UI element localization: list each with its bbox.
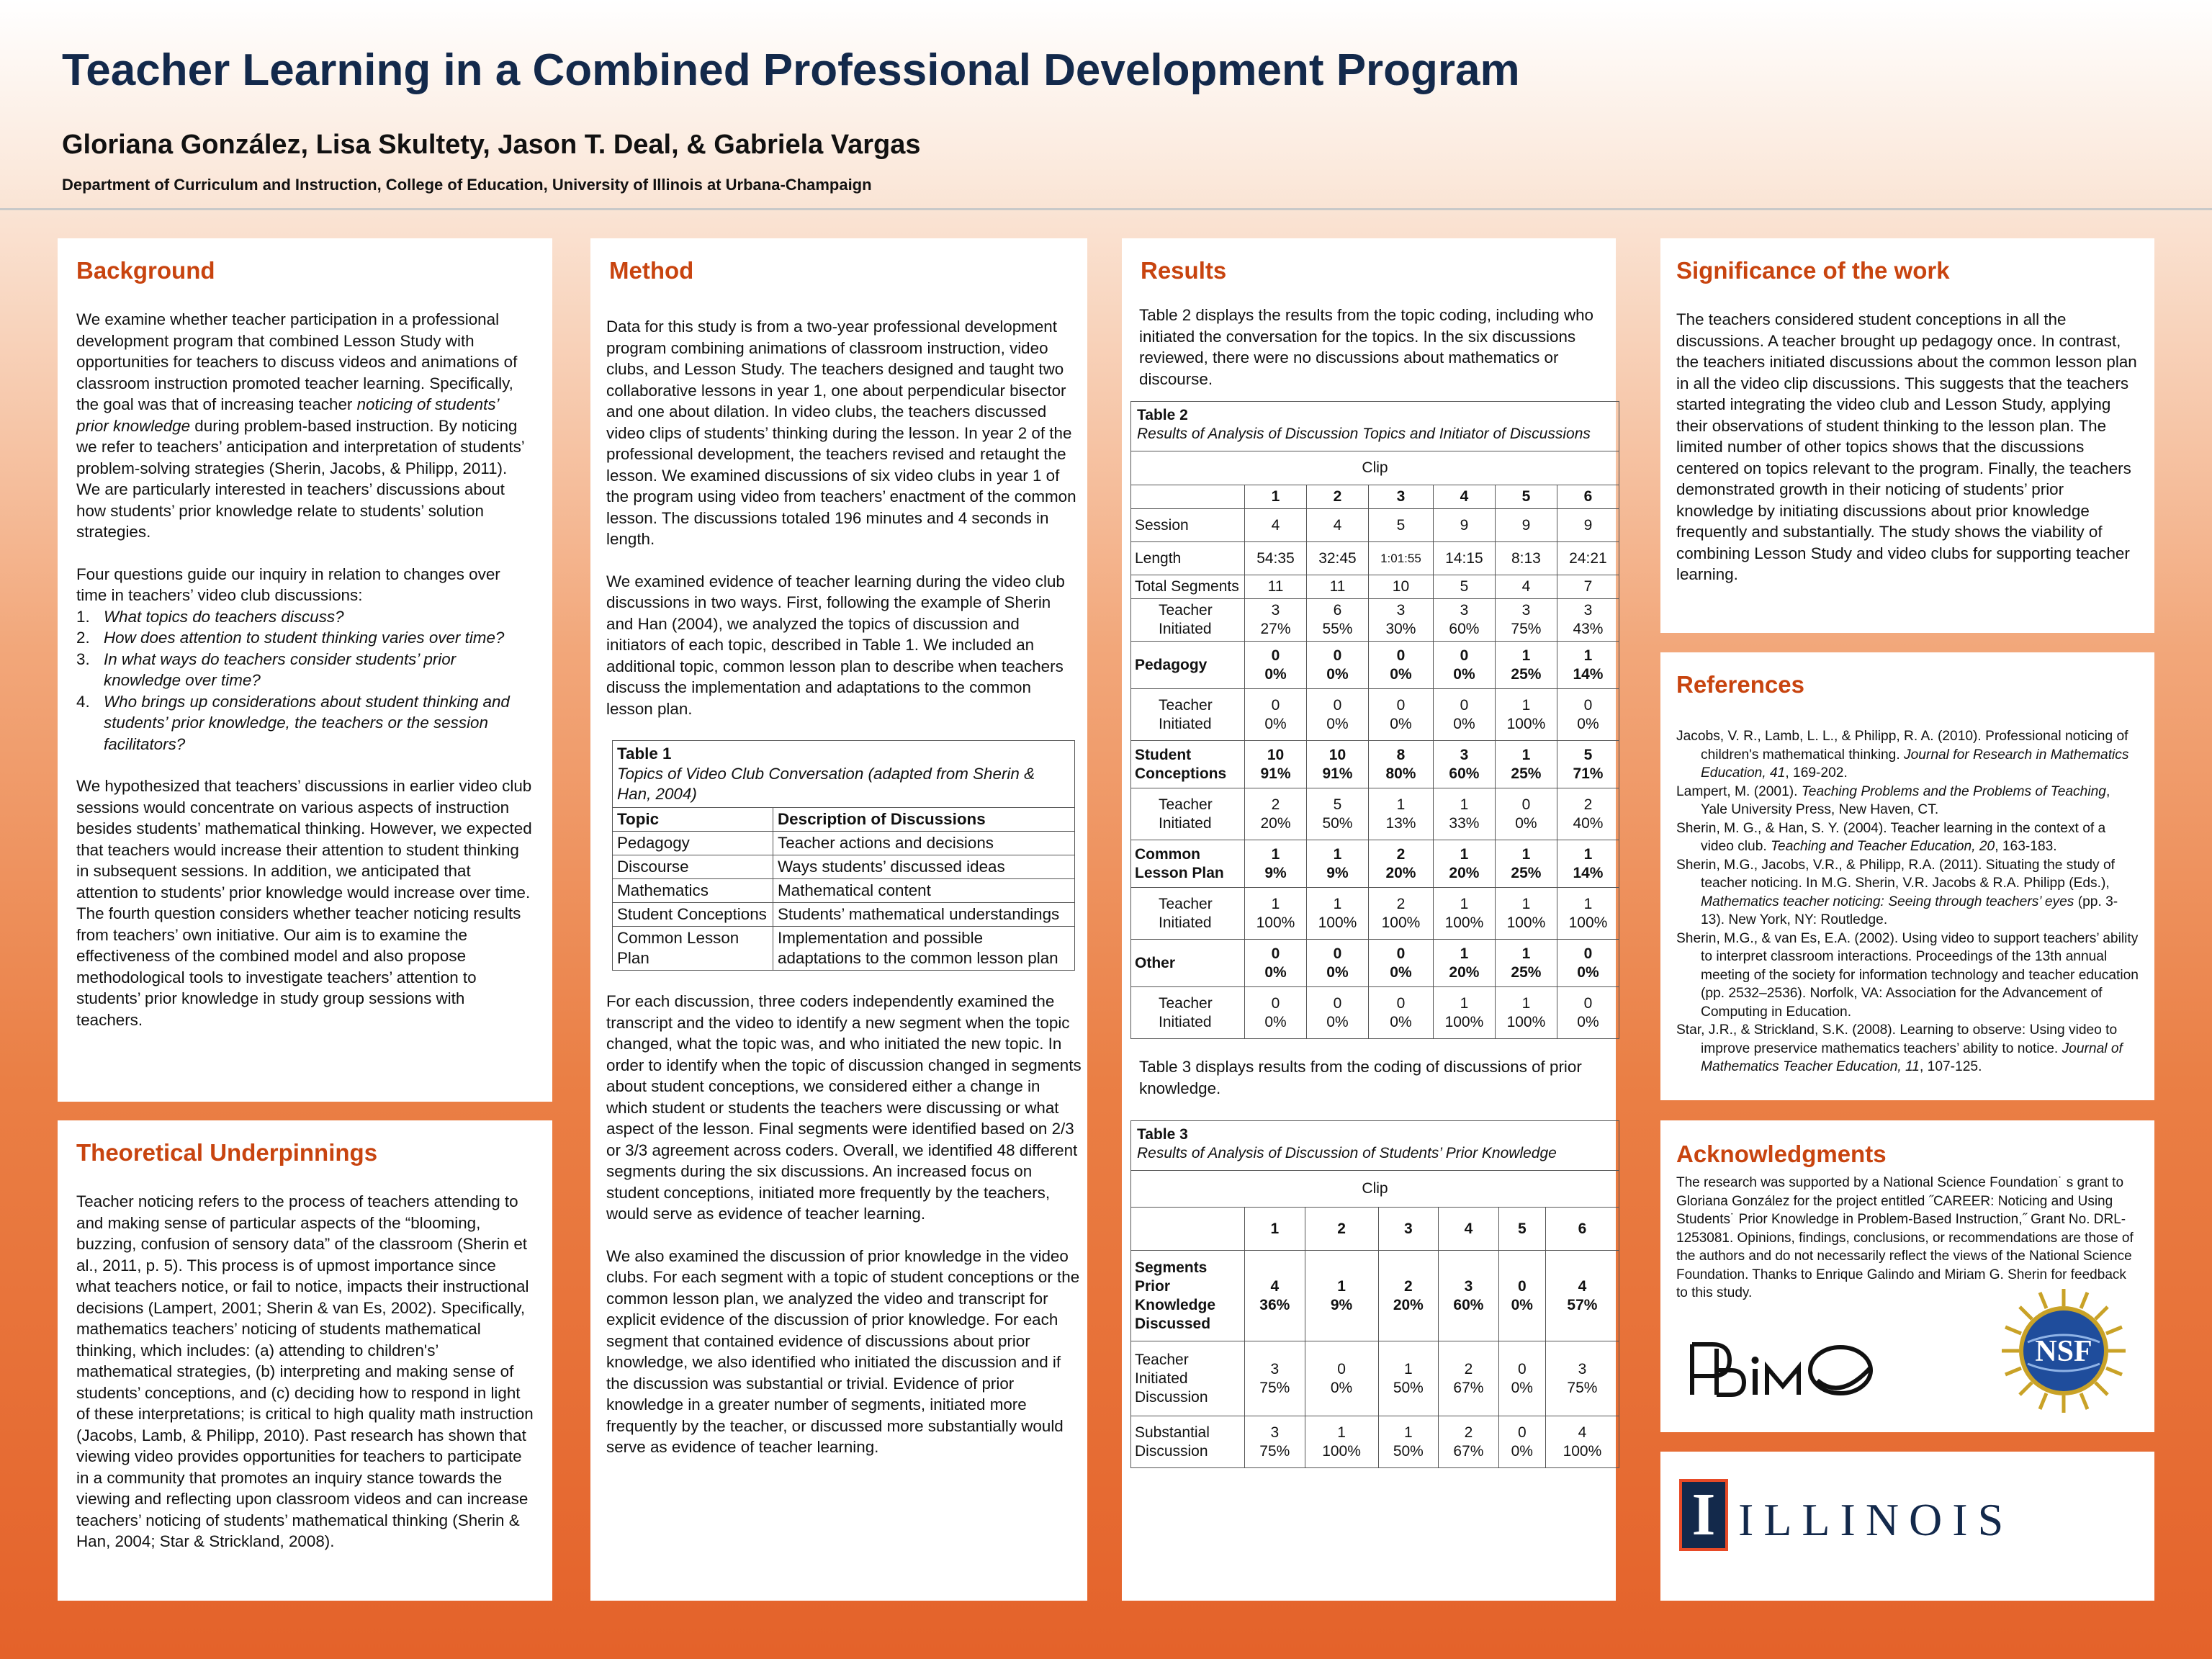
poster-title: Teacher Learning in a Combined Professional Development Program: [62, 45, 1520, 95]
results-panel: [1122, 238, 1616, 1601]
references-heading: References: [1676, 671, 1804, 698]
acknowledgments-heading: Acknowledgments: [1676, 1141, 1887, 1167]
svg-text:NSF: NSF: [2035, 1335, 2092, 1368]
significance-heading: Significance of the work: [1676, 257, 1950, 284]
poster-department: Department of Curriculum and Instruction, College of Education, University of Illinois at Urbana-Champaign: [62, 176, 872, 194]
research-question: 1. What topics do teachers discuss?: [76, 607, 344, 626]
reference-item: Jacobs, V. R., Lamb, L. L., & Philipp, R. A. (2010). Professional noticing of children's mathematical thinking. Journal for Research in Mathematics Education, 41, 169-202.: [1676, 729, 2129, 781]
pbimo-logo: [1688, 1339, 1888, 1399]
background-paragraph-1: We examine whether teacher participation in a professional development program that combined Lesson Study with opportunities for teachers to discuss videos and animations of classroom instruction promoted teacher learning. Specifically, the goal was that of increasing teacher noticing of students’ prior knowledge during problem-based instruction. By noticing we refer to teachers’ anticipation and interpretation of students’ problem-solving strategies (Sherin, Jacobs, & Philipp, 2011). We are particularly interested in teachers’ discussions about how students’ prior knowledge relate to students’ solution strategies.: [76, 310, 524, 541]
table-3-clip-header: Clip: [1131, 1171, 1619, 1208]
table-row: Length 54:35 32:45 1:01:55 14:15 8:13 24:21: [1131, 542, 1619, 575]
table-row: Discourse Ways students’ discussed ideas: [613, 855, 1075, 879]
background-heading: Background: [76, 257, 215, 284]
table-row: Pedagogy 0 0% 0 0% 0 0% 0 0% 1 25% 1 14%: [1131, 642, 1619, 689]
significance-text: [1676, 309, 2139, 585]
illinois-wordmark: ILLINOIS: [1738, 1494, 2014, 1545]
results-paragraph-2: Table 3 displays results from the coding of discussions of prior knowledge.: [1139, 1058, 1582, 1097]
method-paragraph-4: We also examined the discussion of prior knowledge in the video clubs. For each segment with a topic of student conceptions or the common lesson plan, we analyzed the video and transcript for explicit evidence of the discussion of prior knowledge. For each segment that contained evidence of discussions about prior knowledge, we also identified who initiated the discussion and if the discussion was substantial or trivial. Evidence of prior knowledge in a greater number of segments, initiated more frequently by the teacher, or discussed more substantially would serve as evidence of teacher learning.: [606, 1246, 1080, 1456]
method-paragraph-2: We examined evidence of teacher learning during the video club discussions in two ways. First, following the example of Sherin and Han (2004), we analyzed the topics of discussion and initiators of each topic, described in Table 1. We included an additional topic, common lesson plan to describe when teachers discuss the implementation and adaptations to the common lesson plan.: [606, 572, 1065, 718]
table-2: [1130, 401, 1619, 1039]
theory-paragraph: Teacher noticing refers to the process of teachers attending to and making sense of particular aspects of the “blooming, buzzing, confusion of sensory data” of the classroom (Sherin et al., 2011, p. 5). This process is of upmost importance since what teachers notice, or fail to notice, impacts their instructional decisions (Lampert, 2001; Sherin & van Es, 2002). Specifically, mathematics teachers’ noticing of students mathematical thinking, which includes: (a) attending to children's’ mathematical strategies, (b) interpreting and making sense of students’ conceptions, and (c) deciding how to respond in light of these interpretations; is critical to high quality math instruction (Jacobs, Lamb, & Philipp, 2010). Past research has shown that viewing video provides opportunities for teachers to participate in a community that promotes an inquiry stance towards the viewing and reflecting upon classroom videos and can increase teachers’ noticing of students’ mathematical thinking (Sherin & Han, 2004; Star & Strickland, 2008).: [76, 1192, 534, 1550]
poster-authors: Gloriana González, Lisa Skultety, Jason T. Deal, & Gabriela Vargas: [62, 130, 921, 160]
table-header-cell: Description of Discussions: [773, 808, 1075, 832]
theory-heading: Theoretical Underpinnings: [76, 1139, 378, 1166]
significance-paragraph: The teachers considered student conceptions in all the discussions. A teacher brought up pedagogy once. In contrast, the teachers initiated discussions about the common lesson plan in all the video clip discussions. This suggests that the teachers started integrating the video club and Lesson Study, applying their observations of student thinking to the lesson plan. The limited number of other topics shows that the discussions centered on topics relevant to the program. Finally, the teachers demonstrated growth in their noticing of students’ prior knowledge by initiating discussions about prior knowledge frequently and substantially. The study shows the viability of combining Lesson Study and video clubs for supporting teacher learning.: [1676, 310, 2137, 583]
table-row: Teacher Initiated 1 100% 1 100% 2 100% 1 100% 1 100% 1 100%: [1131, 888, 1619, 940]
table-row: Teacher Initiated 0 0% 0 0% 0 0% 0 0% 1 100% 0 0%: [1131, 689, 1619, 741]
method-text: [599, 316, 1082, 1458]
table-row: Student Conceptions Students’ mathematical understandings: [613, 903, 1075, 927]
table-row: Mathematics Mathematical content: [613, 879, 1075, 903]
reference-item: Sherin, M.G., Jacobs, V.R., & Philipp, R.A. (2011). Situating the study of teacher noticing. In M.G. Sherin, V.R. Jacobs & R.A. Philipp (Eds.), Mathematics teacher noticing: Seeing through teachers’ eyes (pp. 3-13). New York, NY: Routledge.: [1676, 857, 2118, 927]
illinois-panel: [1660, 1452, 2154, 1601]
table-2-clip-header: Clip: [1131, 451, 1619, 485]
results-heading: Results: [1141, 257, 1227, 284]
background-paragraph-2: Four questions guide our inquiry in relation to changes over time in teachers’ video club discussions:: [76, 565, 500, 604]
nsf-logo: [1999, 1286, 2128, 1416]
table-row: Teacher Initiated Discussion 3 75% 0 0% 1 50% 2 67% 0 0% 3 75%: [1131, 1341, 1619, 1416]
header-divider: [0, 208, 2212, 210]
table-row: Student Conceptions 10 91% 10 91% 8 80% 3 60% 1 25% 5 71%: [1131, 741, 1619, 788]
reference-item: Sherin, M.G., & van Es, E.A. (2002). Using video to support teachers’ ability to interpret classroom interactions. Proceedings of the 13th annual meeting of the society for information technology and teacher education (pp. 2532–2536). Norfolk, VA: Association for the Advancement of Computing in Education.: [1676, 930, 2139, 1020]
results-text: [1130, 305, 1611, 390]
background-paragraph-3: We hypothesized that teachers’ discussions in earlier video club sessions would concentrate on various aspects of instruction besides students’ mathematical thinking. However, we expected that teachers would increase their attention to student thinking in subsequent sessions. In addition, we anticipated that attention to students’ prior knowledge would increase over time. The fourth question considers whether teacher noticing results from teachers’ own initiative. Our aim is to examine the effectiveness of the combined model and also propose methodological tools to investigate teachers’ attention to students’ prior knowledge in study group sessions with teachers.: [76, 777, 532, 1029]
table-row: Teacher Initiated 0 0% 0 0% 0 0% 1 100% 1 100% 0 0%: [1131, 987, 1619, 1039]
reference-item: Star, J.R., & Strickland, S.K. (2008). Learning to observe: Using video to improve preservice mathematics teachers’ ability to notice. Journal of Mathematics Teacher Education, 11, 107-125.: [1676, 1022, 2123, 1074]
research-questions-list: [76, 606, 534, 755]
theory-panel: [58, 1120, 552, 1601]
poster-header: [0, 0, 2212, 212]
research-question: 4. Who brings up considerations about student thinking and students’ prior knowledge, the teachers or the session facilitators?: [76, 692, 510, 753]
theory-text: [76, 1191, 534, 1552]
references-list: [1676, 727, 2139, 1076]
research-question: 3. In what ways do teachers consider students’ prior knowledge over time?: [76, 649, 457, 689]
background-text: [76, 309, 534, 1030]
table-row: Teacher Initiated 2 20% 5 50% 1 13% 1 33% 0 0% 2 40%: [1131, 788, 1619, 840]
table-row: Total Segments 11 11 10 5 4 7: [1131, 575, 1619, 599]
table-header-row: [613, 808, 1075, 832]
table-header-row: 1 2 3 4 5 6: [1131, 1208, 1619, 1251]
table-row: Other 0 0% 0 0% 0 0% 1 20% 1 25% 0 0%: [1131, 940, 1619, 987]
reference-item: Sherin, M. G., & Han, S. Y. (2004). Teacher learning in the context of a video club. Teaching and Teacher Education, 20, 163-183.: [1676, 820, 2106, 854]
table-2-caption: Table 2 Results of Analysis of Discussion Topics and Initiator of Discussions: [1131, 402, 1619, 451]
table-row: Teacher Initiated 3 27% 6 55% 3 30% 3 60% 3 75% 3 43%: [1131, 599, 1619, 642]
acknowledgments-text: The research was supported by a National Science Foundation˙ s grant to Gloriana González for the project entitled ˝CAREER: Noticing and Using Students˙ Prior Knowledge in Problem-Based Instruction,˝ Grant No. DRL-1253081. Opinions, findings, conclusions, or recommendations are those of the authors and do not necessarily reflect the views of the National Science Foundation. Thanks to Enrique Galindo and Miriam G. Sherin for feedback to this study.: [1676, 1175, 2134, 1300]
table-row: Pedagogy Teacher actions and decisions: [613, 832, 1075, 855]
table-row: Segments Prior Knowledge Discussed 4 36% 1 9% 2 20% 3 60% 0 0% 4 57%: [1131, 1251, 1619, 1341]
acknowledgments-panel: [1660, 1120, 2154, 1432]
method-paragraph-3: For each discussion, three coders independently examined the transcript and the video to identify a new segment when the topic changed, what the topic was, and who initiated the new topic. In order to identify when the topic of discussion changed in segments about student conceptions, we considered either a change in which student or students the teachers were discussing or what aspect of the lesson. Final segments were identified based on 2/3 or 3/3 agreement across coders. Overall, we identified 48 different segments during the six discussions. An increased focus on student conceptions, initiated more frequently by the teachers, would serve as evidence of teacher learning.: [606, 992, 1082, 1223]
table-row: Substantial Discussion 3 75% 1 100% 1 50% 2 67% 0 0% 4 100%: [1131, 1416, 1619, 1468]
table-3: [1130, 1120, 1619, 1468]
results-paragraph-1: Table 2 displays the results from the topic coding, including who initiated the conversation for the topics. In the six discussions reviewed, there were no discussions about mathematics or discourse.: [1139, 306, 1594, 388]
research-question: 2. How does attention to student thinking varies over time?: [76, 629, 505, 647]
table-1: [612, 740, 1075, 971]
significance-panel: [1660, 238, 2154, 633]
table-header-cell: Topic: [613, 808, 773, 832]
method-panel: [590, 238, 1087, 1601]
table-row: Common Lesson Plan Implementation and possible adaptations to the common lesson plan: [613, 927, 1075, 971]
illinois-block-i-logo: I: [1679, 1479, 1728, 1551]
method-paragraph-1: Data for this study is from a two-year professional development program combining animations of classroom instruction, video clubs, and Lesson Study. The teachers designed and taught two collaborative lessons in year 1, one about perpendicular bisector and one about dilation. In video clubs, the teachers discussed video clips of students’ thinking during the lesson. In year 2 of the professional development, the teachers revised and retaught the lesson. We examined discussions of six video clubs in year 1 of the program using video from teachers’ enactment of the common lesson. The discussions totaled 196 minutes and 4 seconds in length.: [606, 318, 1076, 548]
results-text-2: [1130, 1056, 1611, 1099]
table-header-row: 1 2 3 4 5 6: [1131, 485, 1619, 509]
table-row: Common Lesson Plan 1 9% 1 9% 2 20% 1 20% 1 25% 1 14%: [1131, 840, 1619, 888]
background-panel: [58, 238, 552, 1102]
table-1-caption: Table 1 Topics of Video Club Conversation (adapted from Sherin & Han, 2004): [613, 741, 1075, 808]
table-3-caption: Table 3 Results of Analysis of Discussion of Students’ Prior Knowledge: [1131, 1121, 1619, 1171]
table-row: Session 4 4 5 9 9 9: [1131, 509, 1619, 542]
method-heading: Method: [609, 257, 694, 284]
reference-item: Lampert, M. (2001). Teaching Problems and the Problems of Teaching, Yale University Press, New Haven, CT.: [1676, 783, 2110, 817]
references-panel: [1660, 652, 2154, 1100]
